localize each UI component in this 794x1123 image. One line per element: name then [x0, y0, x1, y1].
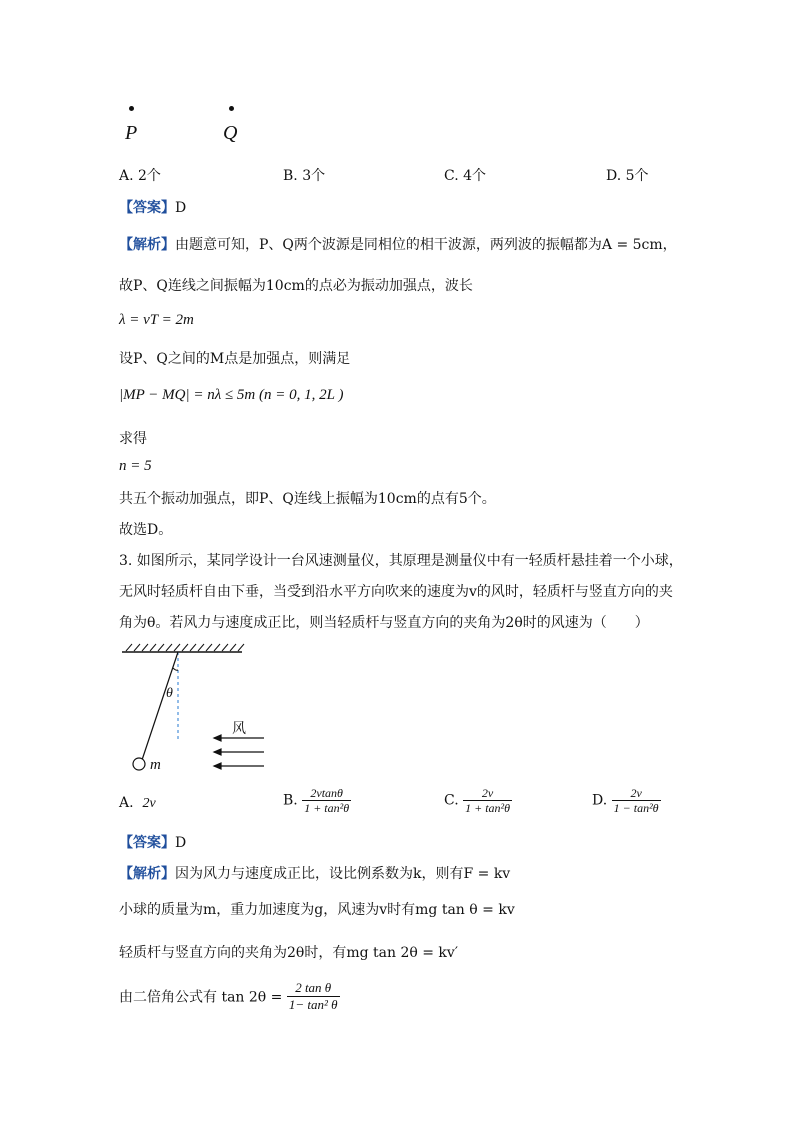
answer-value: D	[175, 835, 187, 851]
option-c-label: C.	[444, 792, 459, 809]
q2-formula-result: n = 5	[119, 458, 152, 474]
option-c-numerator: 2v	[481, 786, 494, 800]
q3-option-c	[444, 786, 512, 815]
analysis-text: 因为风力与速度成正比，设比例系数为k，则有F = kv	[175, 866, 511, 882]
option-b-label: B.	[283, 792, 298, 809]
q3-analysis-line3: 轻质杆与竖直方向的夹角为2θ时，有mg tan 2θ = kv′	[119, 945, 459, 961]
double-angle-denominator: 1− tan² θ	[288, 997, 338, 1012]
ceiling-hatching	[122, 644, 244, 652]
q3-stem-line2: 无风时轻质杆自由下垂，当受到沿水平方向吹来的速度为v的风时，轻质杆与竖直方向的夹	[119, 584, 673, 600]
point-q-dot	[229, 106, 234, 111]
point-q-label: Q	[223, 122, 238, 144]
option-c-denominator: 1 + tan²θ	[465, 801, 511, 815]
q3-answer	[119, 832, 186, 852]
q2-analysis-line2: 故P、Q连线之间振幅为10cm的点必为振动加强点，波长	[119, 278, 473, 294]
wind-meter-figure	[118, 640, 278, 780]
q2-analysis-line5: 共五个振动加强点，即P、Q连线上振幅为10cm的点有5个。	[119, 491, 496, 507]
angle-arc	[173, 668, 178, 670]
mass-label: m	[150, 757, 161, 773]
q2-analysis-line3: 设P、Q之间的M点是加强点，则满足	[119, 351, 351, 367]
ball	[133, 758, 145, 770]
option-a-label: A.	[119, 795, 134, 811]
option-d-label: D.	[592, 792, 608, 809]
option-a-value: 2v	[142, 796, 156, 811]
analysis-tag: 【解析】	[119, 866, 175, 882]
q2-analysis-line4: 求得	[119, 431, 147, 447]
answer-tag: 【答案】	[119, 835, 175, 851]
double-angle-prefix: 由二倍角公式有 tan 2θ =	[119, 989, 283, 1006]
wind-arrows	[214, 735, 264, 769]
q3-option-a	[119, 795, 156, 812]
option-d-denominator: 1 − tan²θ	[613, 801, 659, 815]
option-c-fraction	[463, 786, 512, 815]
theta-label: θ	[166, 686, 173, 701]
answer-tag: 【答案】	[119, 200, 175, 216]
option-b-fraction	[302, 786, 351, 815]
q3-analysis-line2: 小球的质量为m，重力加速度为g，风速为v时有mg tan θ = kv	[119, 902, 515, 918]
q3-analysis-line4	[119, 980, 340, 1013]
q2-formula-wavelength: λ = vT = 2m	[119, 312, 194, 328]
q2-option-c: C. 4个	[444, 168, 487, 184]
point-p-dot	[129, 106, 134, 111]
option-b-denominator: 1 + tan²θ	[304, 801, 350, 815]
q2-analysis-line6: 故选D。	[119, 522, 173, 538]
wind-label: 风	[232, 721, 246, 737]
q2-formula-condition: |MP − MQ| = nλ ≤ 5m (n = 0, 1, 2L )	[119, 387, 344, 403]
analysis-text: 由题意可知，P、Q两个波源是同相位的相干波源，两列波的振幅都为A = 5cm，	[175, 237, 677, 253]
option-d-numerator: 2v	[630, 786, 642, 800]
q2-option-a: A. 2个	[119, 168, 161, 184]
q2-option-b: B. 3个	[283, 168, 326, 184]
double-angle-numerator: 2 tan θ	[295, 980, 332, 995]
q2-analysis-line1	[119, 234, 677, 254]
q3-stem-line1: 3. 如图所示，某同学设计一台风速测量仪，其原理是测量仪中有一轻质杆悬挂着一个小球，	[119, 553, 683, 569]
analysis-tag: 【解析】	[119, 237, 175, 253]
point-p-label: P	[125, 122, 138, 144]
light-rod	[142, 652, 178, 760]
double-angle-fraction	[287, 980, 340, 1013]
q3-stem-line3: 角为θ。若风力与速度成正比，则当轻质杆与竖直方向的夹角为2θ时的风速为（ ）	[119, 615, 649, 631]
q3-option-d	[592, 786, 661, 815]
option-d-fraction	[612, 786, 661, 815]
option-b-numerator: 2vtanθ	[310, 786, 343, 800]
q2-option-d: D. 5个	[606, 168, 649, 184]
q3-option-b	[283, 786, 351, 815]
answer-value: D	[175, 200, 187, 216]
q3-analysis-line1	[119, 863, 510, 883]
q2-answer	[119, 197, 186, 217]
